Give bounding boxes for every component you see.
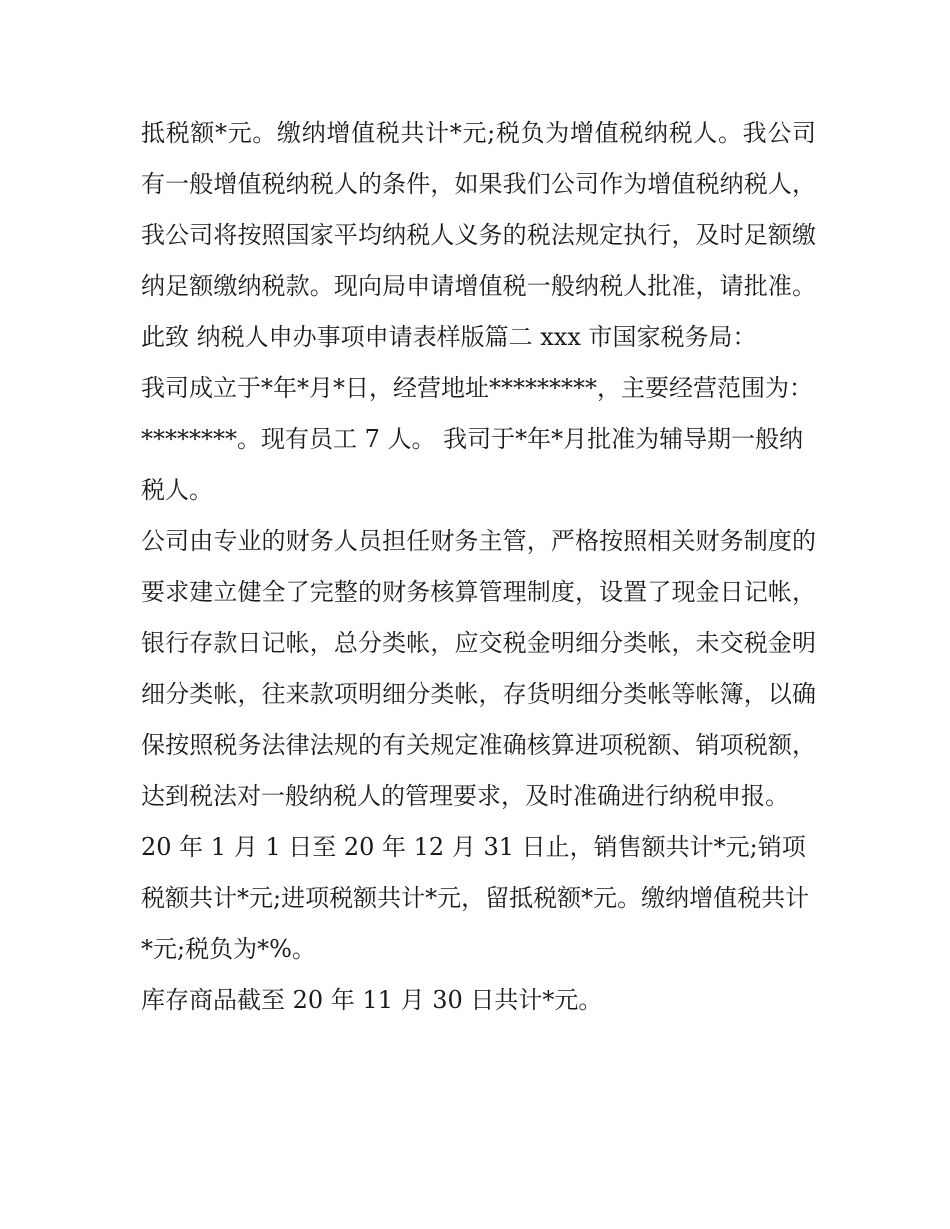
paragraph-application-closing: 抵税额*元。缴纳增值税共计*元;税负为增值税纳税人。我公司有一般增值税纳税人的条件，如果我们公司作为增值税纳税人，我公司将按照国家平均纳税人义务的税法规定执行，及时足额缴纳足额缴纳税款。现向局申请增值税一般纳税人批准，请批准。 此致 纳税人申办事项申请表样版篇二 xxx 市国家税务局： — [141, 119, 816, 351]
document-body — [141, 108, 816, 1026]
paragraph-company-info: 我司成立于*年*月*日，经营地址*********，主要经营范围为：********。现有员工 7 人。 我司于*年*月批准为辅导期一般纳税人。 — [141, 374, 813, 504]
paragraph-sales-summary: 20 年 1 月 1 日至 20 年 12 月 31 日止，销售额共计*元;销项税额共计*元;进项税额共计*元，留抵税额*元。缴纳增值税共计*元;税负为*%。 — [141, 833, 810, 963]
paragraph-accounting-system: 公司由专业的财务人员担任财务主管，严格按照相关财务制度的要求建立健全了完整的财务核算管理制度，设置了现金日记帐，银行存款日记帐，总分类帐，应交税金明细分类帐，未交税金明细分类帐，往来款项明细分类帐，存货明细分类帐等帐簿，以确保按照税务法律法规的有关规定准确核算进项税额、销项税额，达到税法对一般纳税人的管理要求，及时准确进行纳税申报。 — [141, 527, 816, 810]
paragraph-inventory: 库存商品截至 20 年 11 月 30 日共计*元。 — [141, 986, 603, 1014]
